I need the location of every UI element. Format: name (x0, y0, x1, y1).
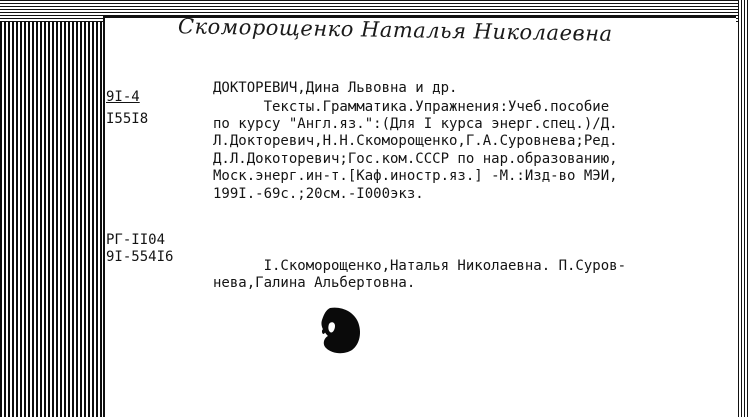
main-heading: ДОКТОРЕВИЧ,Дина Львовна и др. (213, 80, 458, 96)
ink-stain (310, 304, 364, 356)
added-entries-line-2: нева,Галина Альбертовна. (213, 275, 416, 291)
description-line-4: Д.Л.Докоторевич;Гос.ком.СССР по нар.образованию, (213, 151, 618, 167)
description-line-6: 199I.-69с.;20см.-I000экз. (213, 186, 424, 202)
description-line-2: по курсу "Англ.яз.":(Для I курса энерг.спец.)/Д. (213, 116, 618, 132)
description-line-5: Моск.энерг.ин-т.[Каф.иностр.яз.] -М.:Изд-во МЭИ, (213, 168, 618, 184)
inventory-number: I55I8 (106, 111, 149, 127)
record-number: 9I-554I6 (106, 249, 174, 265)
shelf-code: 9I-4 (106, 89, 140, 105)
added-entries-line-1: I.Скоморощенко,Наталья Николаевна. П.Суров- (213, 258, 627, 274)
scan-edge-left (0, 0, 103, 417)
handwritten-author-name: Скоморощенко Наталья Николаевна (177, 14, 613, 46)
scan-edge-right (738, 0, 750, 417)
description-line-1: Тексты.Грамматика.Упражнения:Учеб.пособие (213, 99, 610, 115)
description-line-3: Л.Докторевич,Н.Н.Скоморощенко,Г.А.Суровнева;Ред. (213, 133, 618, 149)
classification-code: РГ-II04 (106, 232, 166, 248)
catalog-card (103, 16, 736, 417)
